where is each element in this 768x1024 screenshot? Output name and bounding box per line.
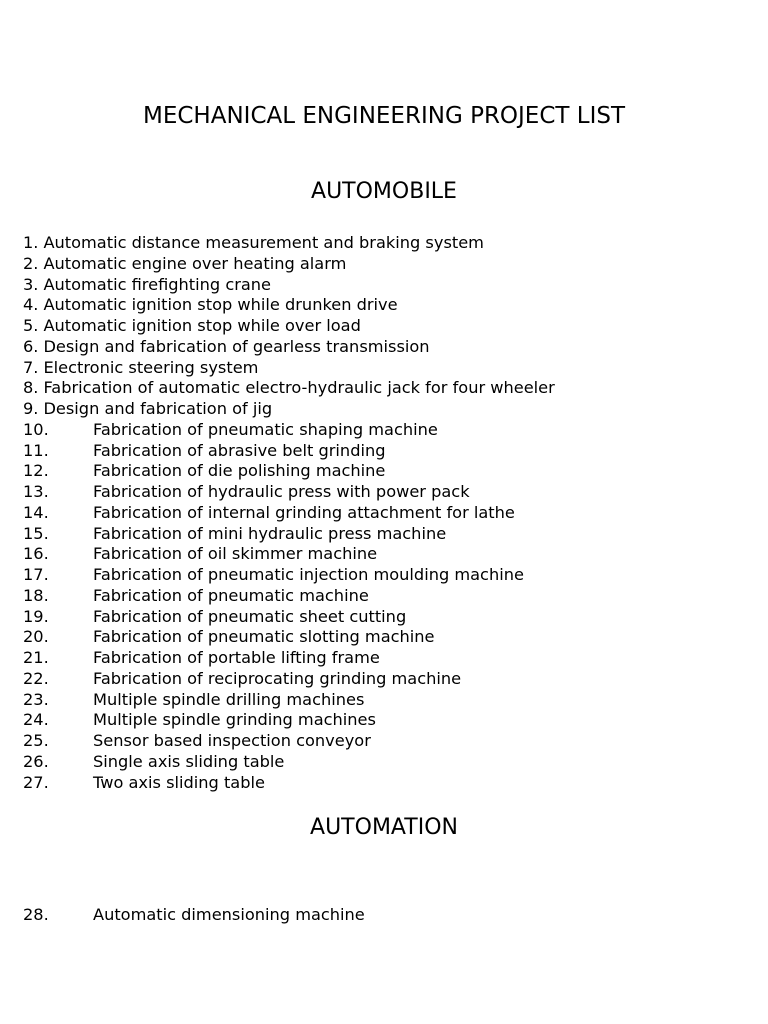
item-number: 10. — [23, 419, 49, 439]
item-text: Automatic dimensioning machine — [93, 905, 365, 924]
list-item — [23, 295, 555, 316]
list-item — [23, 378, 555, 399]
list-item — [23, 420, 555, 441]
list-item — [23, 503, 555, 524]
item-text: Automatic firefighting crane — [43, 274, 272, 294]
item-text: Sensor based inspection conveyor — [93, 731, 371, 750]
item-number: 24. — [23, 710, 49, 730]
item-text: Fabrication of mini hydraulic press machine — [93, 523, 447, 543]
item-text: Fabrication of reciprocating grinding machine — [93, 668, 462, 688]
list-item — [23, 524, 555, 545]
item-text: Fabrication of die polishing machine — [93, 461, 386, 481]
list-item — [23, 648, 555, 669]
item-text: Multiple spindle grinding machines — [93, 710, 376, 730]
section-heading-automobile: AUTOMOBILE — [311, 179, 457, 204]
list-item — [23, 731, 555, 752]
item-number: 15. — [23, 523, 49, 543]
item-text: Fabrication of abrasive belt grinding — [93, 440, 386, 460]
item-text: Automatic ignition stop while over load — [43, 316, 361, 335]
item-text: Fabrication of internal grinding attachment for lathe — [93, 502, 515, 522]
item-number: 8. — [23, 378, 39, 398]
item-number: 25. — [23, 731, 49, 750]
document-title: MECHANICAL ENGINEERING PROJECT LIST — [142, 103, 626, 129]
item-text: Fabrication of hydraulic press with power pack — [93, 482, 470, 501]
item-number: 1. — [23, 233, 39, 252]
list-item — [23, 690, 555, 711]
item-number: 13. — [23, 482, 49, 501]
item-text: Single axis sliding table — [93, 751, 285, 771]
list-item — [23, 482, 555, 503]
item-number: 23. — [23, 689, 49, 709]
item-number: 11. — [23, 440, 49, 460]
item-number: 17. — [23, 565, 49, 584]
item-number: 28. — [23, 905, 49, 924]
list-item — [23, 905, 365, 926]
item-text: Fabrication of pneumatic slotting machine — [93, 627, 435, 647]
item-number: 14. — [23, 502, 49, 522]
list-item — [23, 358, 555, 379]
item-number: 21. — [23, 648, 49, 667]
list-item — [23, 773, 555, 794]
list-item — [23, 461, 555, 482]
item-number: 2. — [23, 253, 39, 273]
list-item — [23, 607, 555, 628]
item-number: 18. — [23, 585, 49, 605]
item-text: Multiple spindle drilling machines — [93, 689, 365, 709]
list-item — [23, 399, 555, 420]
item-number: 20. — [23, 627, 49, 647]
item-number: 6. — [23, 336, 39, 356]
item-text: Two axis sliding table — [93, 772, 265, 792]
automation-project-list — [23, 905, 365, 926]
list-item — [23, 669, 555, 690]
section-heading-automation: AUTOMATION — [310, 815, 458, 840]
item-text: Fabrication of portable lifting frame — [93, 648, 380, 667]
item-number: 7. — [23, 357, 39, 377]
list-item — [23, 752, 555, 773]
list-item — [23, 710, 555, 731]
list-item — [23, 233, 555, 254]
automobile-project-list — [23, 233, 555, 793]
item-text: Automatic ignition stop while drunken drive — [43, 295, 398, 315]
item-number: 22. — [23, 668, 49, 688]
item-text: Fabrication of automatic electro-hydraulic jack for four wheeler — [43, 378, 555, 398]
item-text: Electronic steering system — [43, 357, 259, 377]
item-text: Automatic engine over heating alarm — [43, 253, 347, 273]
item-text: Fabrication of pneumatic sheet cutting — [93, 606, 407, 626]
list-item — [23, 627, 555, 648]
list-item — [23, 441, 555, 462]
item-text: Design and fabrication of jig — [43, 399, 273, 418]
list-item — [23, 275, 555, 296]
item-number: 19. — [23, 606, 49, 626]
item-number: 4. — [23, 295, 39, 315]
item-number: 5. — [23, 316, 39, 335]
list-item — [23, 254, 555, 275]
item-number: 27. — [23, 772, 49, 792]
list-item — [23, 544, 555, 565]
item-text: Automatic distance measurement and braking system — [43, 233, 484, 252]
item-text: Fabrication of pneumatic machine — [93, 585, 369, 605]
item-text: Fabrication of pneumatic shaping machine — [93, 419, 438, 439]
list-item — [23, 586, 555, 607]
item-number: 26. — [23, 751, 49, 771]
item-number: 3. — [23, 274, 39, 294]
list-item — [23, 337, 555, 358]
list-item — [23, 565, 555, 586]
item-number: 9. — [23, 399, 39, 418]
item-text: Fabrication of pneumatic injection moulding machine — [93, 565, 524, 584]
list-item — [23, 316, 555, 337]
item-number: 16. — [23, 544, 49, 564]
item-text: Fabrication of oil skimmer machine — [93, 544, 378, 564]
item-number: 12. — [23, 461, 49, 481]
item-text: Design and fabrication of gearless transmission — [43, 336, 430, 356]
